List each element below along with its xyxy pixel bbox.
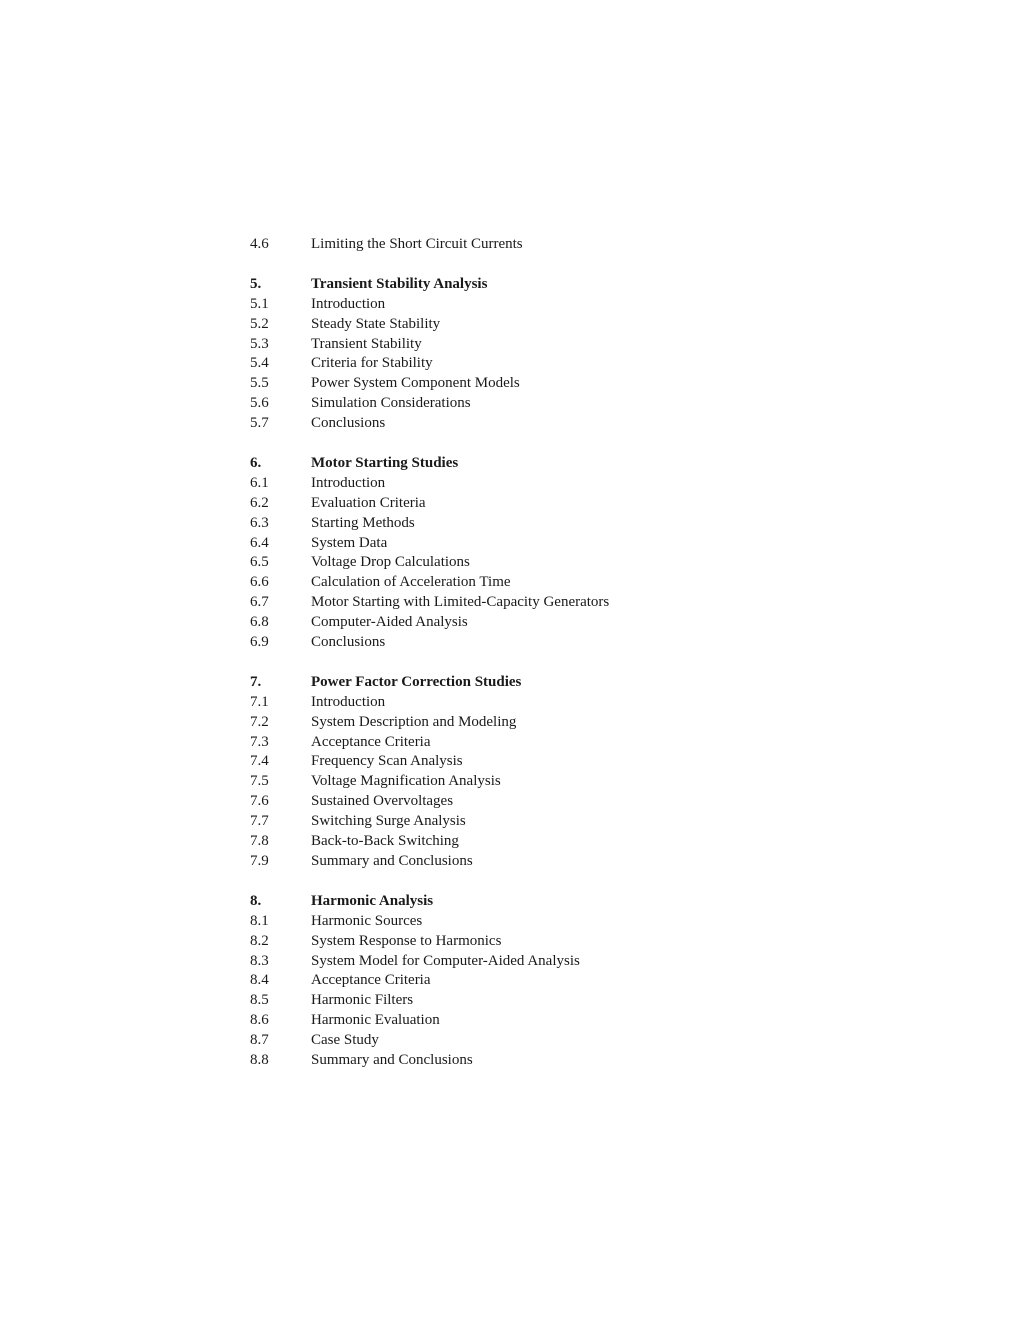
toc-entry-number: 8. [250,892,262,909]
toc-entry-number: 6. [250,455,262,472]
toc-entry-number: 7.7 [250,813,269,830]
toc-entry-number: 8.2 [250,932,269,949]
toc-chapter-heading [250,454,770,474]
toc-entry-title: System Response to Harmonics [311,932,502,949]
toc-entry [250,315,770,335]
toc-section [250,454,770,653]
toc-entry-title: Back-to-Back Switching [311,833,459,850]
toc-entry [250,354,770,374]
toc-entry-title: Summary and Conclusions [311,852,473,869]
toc-entry-number: 6.4 [250,534,269,551]
toc-entry-title: Acceptance Criteria [311,972,431,989]
toc-entry-number: 7. [250,673,262,690]
toc-section [250,673,770,872]
toc-entry-number: 5.1 [250,295,269,312]
toc-entry-title: System Data [311,534,388,551]
toc-entry-title: Evaluation Criteria [311,494,426,511]
toc-entry-number: 8.1 [250,912,269,929]
toc-entry-number: 8.7 [250,1032,269,1049]
toc-entry-number: 6.6 [250,574,269,591]
toc-entry-title: Acceptance Criteria [311,733,431,750]
toc-chapter-heading [250,673,770,693]
toc-entry-title: Voltage Magnification Analysis [311,773,501,790]
toc-entry-title: System Model for Computer-Aided Analysis [311,952,580,969]
toc-chapter-heading [250,892,770,912]
toc-entry-title: Introduction [311,295,386,312]
toc-entry-number: 7.5 [250,773,269,790]
toc-entry-number: 8.5 [250,992,269,1009]
toc-chapter-heading [250,275,770,295]
toc-entry [250,772,770,792]
toc-entry-number: 5.4 [250,355,269,372]
toc-section [250,235,770,255]
toc-entry [250,474,770,494]
table-of-contents [250,235,770,1091]
toc-entry-title: Steady State Stability [311,315,441,332]
toc-entry [250,713,770,733]
toc-entry [250,733,770,753]
toc-entry-number: 5.3 [250,335,269,352]
toc-entry [250,394,770,414]
toc-entry [250,295,770,315]
toc-entry-number: 8.4 [250,972,269,989]
toc-entry-title: Harmonic Analysis [311,892,434,909]
toc-entry-title: Conclusions [311,415,386,432]
toc-entry [250,832,770,852]
toc-entry-number: 8.6 [250,1012,269,1029]
toc-entry-title: Transient Stability Analysis [311,275,488,292]
toc-entry-title: Starting Methods [311,514,415,531]
toc-entry [250,514,770,534]
toc-entry [250,693,770,713]
toc-entry [250,1011,770,1031]
toc-entry-number: 6.3 [250,514,269,531]
toc-entry-title: Conclusions [311,634,386,651]
toc-entry [250,971,770,991]
toc-entry [250,235,770,255]
toc-entry [250,414,770,434]
toc-entry-title: Power Factor Correction Studies [311,673,522,690]
toc-entry-number: 6.5 [250,554,269,571]
toc-entry [250,573,770,593]
toc-entry [250,593,770,613]
toc-entry [250,932,770,952]
toc-entry-title: Introduction [311,474,386,491]
toc-entry [250,812,770,832]
toc-entry-title: Harmonic Filters [311,992,414,1009]
toc-entry-number: 7.1 [250,693,269,710]
toc-entry-title: Limiting the Short Circuit Currents [311,236,523,252]
toc-section [250,892,770,1071]
toc-entry-number: 4.6 [250,236,269,252]
toc-entry-number: 6.8 [250,614,269,631]
toc-entry-title: Power System Component Models [311,375,520,392]
toc-entry-title: Switching Surge Analysis [311,813,466,830]
toc-entry-title: Calculation of Acceleration Time [311,574,511,591]
toc-entry-number: 7.9 [250,852,269,869]
toc-entry-title: Computer-Aided Analysis [311,614,468,631]
toc-entry-title: Introduction [311,693,386,710]
toc-entry-number: 8.8 [250,1051,269,1068]
toc-entry-number: 5.5 [250,375,269,392]
toc-entry-number: 8.3 [250,952,269,969]
toc-entry-number: 5. [250,275,262,292]
toc-entry-title: Harmonic Sources [311,912,423,929]
toc-section [250,275,770,434]
toc-entry-number: 7.4 [250,753,269,770]
toc-entry-number: 7.3 [250,733,269,750]
toc-entry [250,374,770,394]
toc-entry-title: Motor Starting Studies [311,455,459,472]
toc-entry [250,912,770,932]
toc-entry [250,952,770,972]
toc-entry [250,792,770,812]
toc-entry-title: Transient Stability [311,335,422,352]
toc-entry [250,991,770,1011]
toc-entry-title: Simulation Considerations [311,395,471,412]
toc-entry [250,494,770,514]
toc-entry [250,852,770,872]
toc-entry [250,335,770,355]
toc-entry-number: 7.2 [250,713,269,730]
toc-entry-number: 5.7 [250,415,269,432]
toc-entry-title: Sustained Overvoltages [311,793,454,810]
toc-entry-title: Summary and Conclusions [311,1051,473,1068]
toc-entry [250,534,770,554]
toc-entry-title: System Description and Modeling [311,713,517,730]
toc-entry-number: 6.2 [250,494,269,511]
toc-entry [250,1031,770,1051]
toc-entry-title: Frequency Scan Analysis [311,753,463,770]
toc-entry [250,553,770,573]
toc-entry-number: 6.9 [250,634,269,651]
toc-entry-number: 5.6 [250,395,269,412]
toc-entry-number: 7.8 [250,833,269,850]
toc-entry [250,633,770,653]
toc-entry [250,613,770,633]
toc-entry-title: Criteria for Stability [311,355,433,372]
toc-entry-title: Voltage Drop Calculations [311,554,470,571]
toc-entry-title: Harmonic Evaluation [311,1012,440,1029]
toc-entry [250,752,770,772]
toc-entry-number: 6.7 [250,594,269,611]
toc-entry-number: 7.6 [250,793,269,810]
toc-entry [250,1051,770,1071]
toc-entry-number: 6.1 [250,474,269,491]
toc-entry-title: Case Study [311,1032,379,1049]
toc-entry-title: Motor Starting with Limited-Capacity Generators [311,594,610,611]
toc-entry-number: 5.2 [250,315,269,332]
